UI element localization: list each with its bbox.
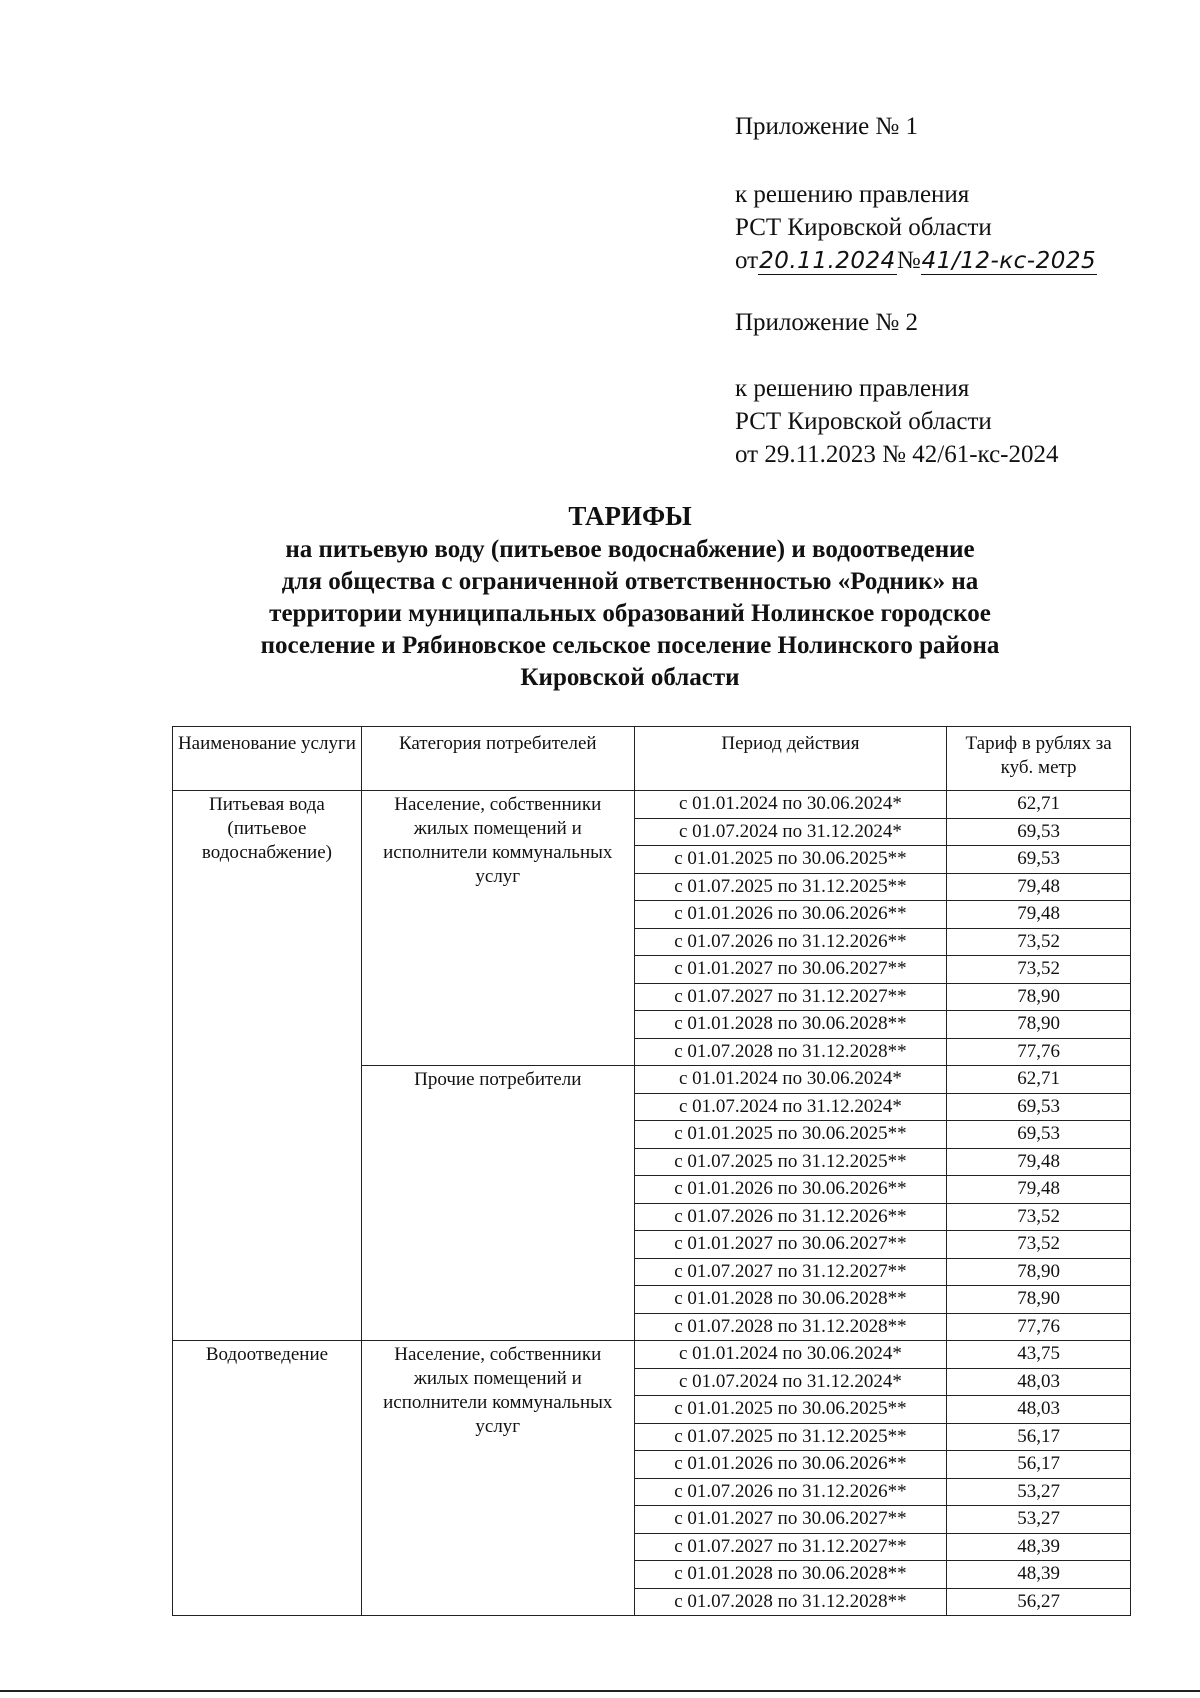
tariff-cell: 79,48 (947, 1148, 1131, 1176)
title-line-5: Кировской области (520, 664, 740, 691)
bottom-rule (0, 1690, 1200, 1692)
appendix-2-decision (735, 372, 1059, 471)
number-prefix: № (896, 247, 921, 274)
period-cell: с 01.07.2025 по 31.12.2025** (634, 873, 947, 901)
tariff-cell: 73,52 (947, 1203, 1131, 1231)
tariff-cell: 62,71 (947, 1066, 1131, 1094)
header-period: Период действия (634, 727, 947, 791)
date-prefix: от (735, 247, 759, 274)
table-header-row (173, 727, 1131, 791)
tariff-cell: 78,90 (947, 1011, 1131, 1039)
appendix-1-title (735, 110, 918, 143)
tariff-cell: 48,03 (947, 1396, 1131, 1424)
period-cell: с 01.07.2028 по 31.12.2028** (634, 1038, 947, 1066)
period-cell: с 01.07.2028 по 31.12.2028** (634, 1588, 947, 1616)
period-cell: с 01.07.2027 по 31.12.2027** (634, 1258, 947, 1286)
tariff-cell: 78,90 (947, 1258, 1131, 1286)
period-cell: с 01.01.2025 по 30.06.2025** (634, 846, 947, 874)
title-line-2: для общества с ограниченной ответственностью «Родник» на (281, 568, 979, 595)
tariff-cell: 53,27 (947, 1478, 1131, 1506)
period-cell: с 01.01.2026 по 30.06.2026** (634, 1176, 947, 1204)
tariff-cell: 48,03 (947, 1368, 1131, 1396)
category-cell: Прочие потребители (361, 1066, 634, 1341)
period-cell: с 01.01.2028 по 30.06.2028** (634, 1561, 947, 1589)
tariff-cell: 43,75 (947, 1341, 1131, 1369)
table-row (173, 791, 1131, 819)
period-cell: с 01.01.2027 по 30.06.2027** (634, 956, 947, 984)
title-line-1: на питьевую воду (питьевое водоснабжение) и водоотведение (285, 536, 975, 563)
tariff-cell: 56,17 (947, 1451, 1131, 1479)
title-line-3: территории муниципальных образований Нолинское городское (269, 600, 991, 627)
period-cell: с 01.07.2027 по 31.12.2027** (634, 983, 947, 1011)
tariff-cell: 69,53 (947, 818, 1131, 846)
tariff-cell: 78,90 (947, 1286, 1131, 1314)
period-cell: с 01.01.2025 по 30.06.2025** (634, 1396, 947, 1424)
header-category: Категория потребителей (361, 727, 634, 791)
title-line-4: поселение и Рябиновское сельское поселение Нолинского района (260, 632, 1000, 659)
category-cell: Население, собственники жилых помещений и исполнители коммунальных услуг (361, 791, 634, 1066)
period-cell: с 01.01.2028 по 30.06.2028** (634, 1011, 947, 1039)
appendix-2-decision-line1: к решению правления (735, 375, 970, 402)
tariff-cell: 73,52 (947, 1231, 1131, 1259)
tariff-table (172, 726, 1131, 1616)
appendix-1-decision-line2: РСТ Кировской области (735, 214, 992, 241)
period-cell: с 01.07.2027 по 31.12.2027** (634, 1533, 947, 1561)
period-cell: с 01.07.2026 по 31.12.2026** (634, 1478, 947, 1506)
tariff-table-body (173, 791, 1131, 1616)
appendix-2-decision-line3: от 29.11.2023 № 42/61-кс-2024 (735, 441, 1059, 468)
period-cell: с 01.07.2026 по 31.12.2026** (634, 928, 947, 956)
period-cell: с 01.01.2028 по 30.06.2028** (634, 1286, 947, 1314)
appendix-2-title (735, 306, 918, 339)
tariff-cell: 73,52 (947, 956, 1131, 984)
service-cell: Питьевая вода (питьевое водоснабжение) (173, 791, 362, 1341)
header-tariff: Тариф в рублях за куб. метр (947, 727, 1131, 791)
period-cell: с 01.01.2024 по 30.06.2024* (634, 1341, 947, 1369)
tariff-cell: 79,48 (947, 1176, 1131, 1204)
tariff-cell: 69,53 (947, 1121, 1131, 1149)
appendix-1-decision-line3 (735, 244, 1097, 278)
appendix-1-heading: Приложение № 1 (735, 113, 919, 140)
tariff-cell: 56,27 (947, 1588, 1131, 1616)
period-cell: с 01.07.2024 по 31.12.2024* (634, 1093, 947, 1121)
period-cell: с 01.01.2024 по 30.06.2024* (634, 791, 947, 819)
tariff-cell: 77,76 (947, 1313, 1131, 1341)
title-main: ТАРИФЫ (568, 501, 692, 531)
tariff-cell: 77,76 (947, 1038, 1131, 1066)
tariff-cell: 69,53 (947, 846, 1131, 874)
tariff-cell: 56,17 (947, 1423, 1131, 1451)
period-cell: с 01.07.2025 по 31.12.2025** (634, 1423, 947, 1451)
period-cell: с 01.07.2026 по 31.12.2026** (634, 1203, 947, 1231)
tariff-cell: 79,48 (947, 901, 1131, 929)
period-cell: с 01.07.2024 по 31.12.2024* (634, 1368, 947, 1396)
tariff-cell: 53,27 (947, 1506, 1131, 1534)
period-cell: с 01.07.2028 по 31.12.2028** (634, 1313, 947, 1341)
period-cell: с 01.07.2024 по 31.12.2024* (634, 818, 947, 846)
tariff-cell: 48,39 (947, 1533, 1131, 1561)
period-cell: с 01.01.2027 по 30.06.2027** (634, 1231, 947, 1259)
handwritten-date: 20.11.2024 (759, 248, 896, 274)
period-cell: с 01.01.2026 по 30.06.2026** (634, 1451, 947, 1479)
period-cell: с 01.01.2025 по 30.06.2025** (634, 1121, 947, 1149)
tariff-cell: 69,53 (947, 1093, 1131, 1121)
tariff-cell: 73,52 (947, 928, 1131, 956)
period-cell: с 01.01.2026 по 30.06.2026** (634, 901, 947, 929)
category-cell: Население, собственники жилых помещений и исполнители коммунальных услуг (361, 1341, 634, 1616)
service-cell: Водоотведение (173, 1341, 362, 1616)
tariff-cell: 48,39 (947, 1561, 1131, 1589)
tariff-cell: 79,48 (947, 873, 1131, 901)
appendix-1-decision-line1: к решению правления (735, 181, 970, 208)
period-cell: с 01.01.2024 по 30.06.2024* (634, 1066, 947, 1094)
table-row (173, 1341, 1131, 1369)
appendix-2-heading: Приложение № 2 (735, 309, 919, 336)
period-cell: с 01.07.2025 по 31.12.2025** (634, 1148, 947, 1176)
appendix-1-decision (735, 178, 1097, 278)
tariff-cell: 78,90 (947, 983, 1131, 1011)
header-service: Наименование услуги (173, 727, 362, 791)
document-title (200, 500, 1060, 694)
handwritten-number: 41/12-кс-2025 (921, 248, 1097, 274)
tariff-cell: 62,71 (947, 791, 1131, 819)
period-cell: с 01.01.2027 по 30.06.2027** (634, 1506, 947, 1534)
appendix-2-decision-line2: РСТ Кировской области (735, 408, 992, 435)
